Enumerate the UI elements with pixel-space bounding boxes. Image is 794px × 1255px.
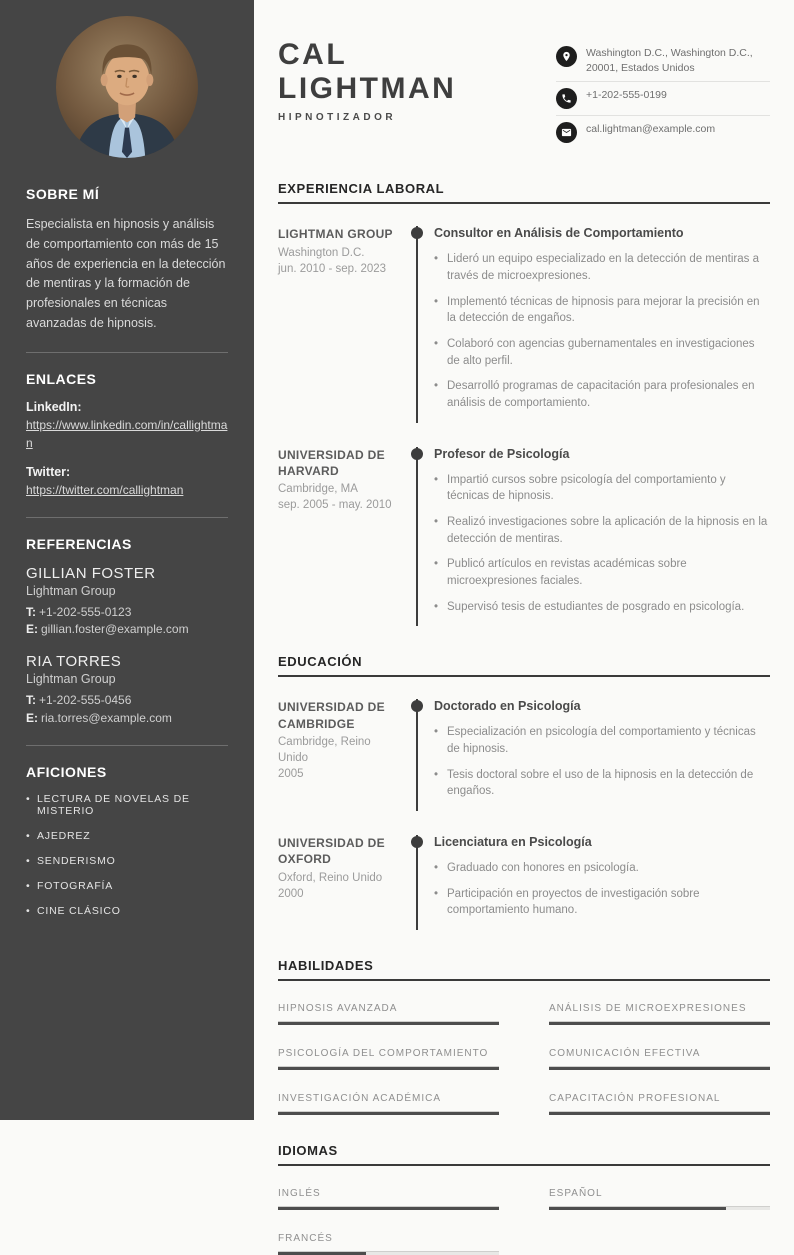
- skill-bar-fill: [278, 1207, 499, 1210]
- email-value: ria.torres@example.com: [41, 710, 172, 725]
- section-skills: [278, 958, 770, 1115]
- degree-title: Licenciatura en Psicología: [434, 835, 592, 850]
- bullet-item: • Supervisó tesis de estudiantes de posgrado en psicología.: [434, 599, 770, 616]
- entry-year: 2005: [278, 768, 304, 781]
- hobby-item: • SENDERISMO: [26, 855, 228, 867]
- sidebar: [0, 0, 254, 1120]
- skills-grid: [278, 1003, 770, 1115]
- education-list: [278, 699, 770, 930]
- skill-label: CAPACITACIÓN PROFESIONAL: [549, 1093, 721, 1105]
- school-name: UNIVERSIDAD DE CAMBRIDGE: [278, 700, 385, 731]
- skill-bar-fill: [278, 1067, 499, 1070]
- education-entry: [278, 699, 770, 811]
- skill-bar-fill: [549, 1207, 726, 1210]
- skill-bar-fill: [278, 1112, 499, 1115]
- skill-item: [278, 1093, 499, 1115]
- timeline-dot: [411, 836, 423, 848]
- skill-bar-track: [549, 1021, 770, 1025]
- skill-bar-track: [278, 1251, 499, 1255]
- skills-heading: HABILIDADES: [278, 958, 770, 981]
- link-item-twitter: [26, 465, 228, 499]
- twitter-link[interactable]: https://twitter.com/callightman: [26, 482, 184, 497]
- sidebar-divider: [26, 352, 228, 353]
- contact-email: [556, 116, 770, 149]
- phone-icon: [556, 88, 577, 109]
- page-title: [278, 38, 456, 105]
- phone-value: +1-202-555-0123: [39, 604, 132, 619]
- skill-label: FRANCÉS: [278, 1233, 333, 1245]
- reference-item: [26, 565, 228, 639]
- skill-label: PSICOLOGÍA DEL COMPORTAMIENTO: [278, 1048, 489, 1060]
- phone-label: T:: [26, 604, 36, 619]
- bullet-list: [434, 251, 770, 411]
- entry-body: [416, 835, 770, 930]
- contact-text: Washington D.C., Washington D.C., 20001, Estados Unidos: [586, 47, 753, 74]
- reference-email: [26, 621, 228, 638]
- bullet-item: • Lideró un equipo especializado en la detección de mentiras a través de microexpresiones.: [434, 251, 770, 284]
- skill-label: HIPNOSIS AVANZADA: [278, 1003, 398, 1015]
- skill-bar-track: [278, 1111, 499, 1115]
- bullet-item: • Colaboró con agencias gubernamentales en investigaciones de alto perfil.: [434, 336, 770, 369]
- bullet-item: • Tesis doctoral sobre el uso de la hipnosis en la detección de engaños.: [434, 767, 770, 800]
- hobby-list: [26, 793, 228, 917]
- entry-body: [416, 226, 770, 422]
- email-label: E:: [26, 710, 38, 725]
- experience-heading: EXPERIENCIA LABORAL: [278, 181, 770, 204]
- bullet-item: • Realizó investigaciones sobre la aplicación de la hipnosis en la detección de mentiras.: [434, 514, 770, 547]
- company-location: Washington D.C.: [278, 246, 365, 259]
- skill-bar-track: [278, 1206, 499, 1210]
- languages-heading: IDIOMAS: [278, 1143, 770, 1166]
- first-name: CAL: [278, 38, 348, 71]
- skill-label: ESPAÑOL: [549, 1188, 603, 1200]
- bullet-item: • Especialización en psicología del comportamiento y técnicas de hipnosis.: [434, 724, 770, 757]
- phone-value: +1-202-555-0456: [39, 693, 132, 708]
- skill-bar-track: [549, 1066, 770, 1070]
- sidebar-divider: [26, 745, 228, 746]
- skill-bar-track: [549, 1111, 770, 1115]
- reference-name: GILLIAN FOSTER: [26, 564, 156, 582]
- phone-label: T:: [26, 693, 36, 708]
- school-location: Oxford, Reino Unido: [278, 871, 383, 884]
- skill-item: [278, 1233, 499, 1255]
- skill-label: INVESTIGACIÓN ACADÉMICA: [278, 1093, 442, 1105]
- entry-year: 2000: [278, 887, 304, 900]
- skill-item: [278, 1048, 499, 1070]
- sidebar-divider: [26, 517, 228, 518]
- link-label: LinkedIn:: [26, 399, 82, 414]
- company-name: LIGHTMAN GROUP: [278, 227, 393, 242]
- skill-label: INGLÉS: [278, 1188, 321, 1200]
- reference-name: RIA TORRES: [26, 653, 122, 671]
- bullet-list: [434, 860, 770, 919]
- sidebar-section-links: [26, 371, 228, 499]
- profile-photo: [56, 16, 198, 158]
- contact-text: +1-202-555-0199: [586, 89, 667, 102]
- bullet-item: • Graduado con honores en psicología.: [434, 860, 770, 877]
- education-heading: EDUCACIÓN: [278, 654, 770, 677]
- skill-item: [549, 1048, 770, 1070]
- contact-phone: [556, 82, 770, 116]
- entry-body: [416, 447, 770, 627]
- hobbies-heading: AFICIONES: [26, 764, 107, 781]
- skill-bar-fill: [278, 1022, 499, 1025]
- resume-header: [278, 38, 770, 149]
- job-title: HIPNOTIZADOR: [278, 112, 397, 124]
- contact-block: [556, 40, 770, 149]
- entry-dates: sep. 2005 - may. 2010: [278, 499, 392, 512]
- school-location: Cambridge, Reino Unido: [278, 735, 371, 764]
- location-icon: [556, 46, 577, 67]
- reference-phone: [26, 692, 228, 709]
- skill-label: ANÁLISIS DE MICROEXPRESIONES: [549, 1003, 747, 1015]
- school-name: UNIVERSIDAD DE OXFORD: [278, 836, 385, 867]
- entry-meta: [278, 226, 416, 422]
- reference-company: Lightman Group: [26, 583, 116, 598]
- experience-list: [278, 226, 770, 626]
- entry-dates: jun. 2010 - sep. 2023: [278, 262, 387, 275]
- sidebar-section-references: [26, 536, 228, 728]
- hobby-item: • FOTOGRAFÍA: [26, 880, 228, 892]
- hobby-item: • CINE CLÁSICO: [26, 905, 228, 917]
- role-title: Consultor en Análisis de Comportamiento: [434, 226, 684, 241]
- about-heading: SOBRE MÍ: [26, 186, 100, 202]
- timeline-dot: [411, 227, 423, 239]
- skill-bar-fill: [549, 1022, 770, 1025]
- bullet-list: [434, 472, 770, 616]
- section-experience: [278, 181, 770, 626]
- bullet-list: [434, 724, 770, 800]
- section-languages: [278, 1143, 770, 1255]
- email-label: E:: [26, 621, 38, 636]
- main-content: [254, 0, 794, 1245]
- skill-bar-track: [549, 1206, 770, 1210]
- skill-item: [549, 1003, 770, 1025]
- skill-bar-fill: [549, 1112, 770, 1115]
- hobby-item: • AJEDREZ: [26, 830, 228, 842]
- name-block: [278, 38, 456, 149]
- portrait-illustration: [56, 16, 198, 158]
- entry-meta: [278, 447, 416, 627]
- timeline-dot: [411, 700, 423, 712]
- sidebar-section-about: [26, 186, 228, 334]
- contact-text: cal.lightman@example.com: [586, 123, 716, 136]
- skill-bar-track: [278, 1066, 499, 1070]
- reference-item: [26, 653, 228, 727]
- degree-title: Doctorado en Psicología: [434, 699, 581, 714]
- company-location: Cambridge, MA: [278, 483, 358, 496]
- experience-entry: [278, 447, 770, 627]
- bullet-item: • Desarrolló programas de capacitación para profesionales en análisis de comportamiento.: [434, 378, 770, 411]
- email-value: gillian.foster@example.com: [41, 621, 189, 636]
- entry-body: [416, 699, 770, 811]
- sidebar-section-hobbies: [26, 764, 228, 917]
- bullet-item: • Impartió cursos sobre psicología del comportamiento y técnicas de hipnosis.: [434, 472, 770, 505]
- skill-item: [549, 1093, 770, 1115]
- skill-bar-track: [278, 1021, 499, 1025]
- contact-location: [556, 40, 770, 82]
- bullet-item: • Participación en proyectos de investigación sobre comportamiento humano.: [434, 886, 770, 919]
- role-title: Profesor de Psicología: [434, 446, 570, 461]
- bullet-item: • Implementó técnicas de hipnosis para mejorar la precisión en la detección de engaños.: [434, 294, 770, 327]
- reference-email: [26, 710, 228, 727]
- bullet-item: • Publicó artículos en revistas académicas sobre microexpresiones faciales.: [434, 556, 770, 589]
- about-text: Especialista en hipnosis y análisis de comportamiento con más de 15 años de experiencia en la detección de mentiras y la formación de profesionales en técnicas avanzadas de hipnosis.: [26, 217, 226, 330]
- link-item-linkedin: [26, 400, 228, 452]
- skill-item: [278, 1188, 499, 1210]
- references-heading: REFERENCIAS: [26, 535, 132, 552]
- company-name: UNIVERSIDAD DE HARVARD: [278, 447, 385, 478]
- links-heading: ENLACES: [26, 370, 97, 387]
- languages-grid: [278, 1188, 770, 1255]
- section-education: [278, 654, 770, 930]
- linkedin-link[interactable]: https://www.linkedin.com/in/callightman: [26, 417, 228, 450]
- last-name: LIGHTMAN: [278, 71, 457, 105]
- hobby-item: • LECTURA DE NOVELAS DE MISTERIO: [26, 793, 228, 817]
- experience-entry: [278, 226, 770, 422]
- timeline-dot: [411, 448, 423, 460]
- skill-bar-fill: [549, 1067, 770, 1070]
- email-icon: [556, 122, 577, 143]
- reference-company: Lightman Group: [26, 672, 116, 687]
- education-entry: [278, 835, 770, 930]
- entry-meta: [278, 699, 416, 811]
- reference-phone: [26, 604, 228, 621]
- skill-item: [278, 1003, 499, 1025]
- skill-label: COMUNICACIÓN EFECTIVA: [549, 1048, 701, 1060]
- skill-item: [549, 1188, 770, 1210]
- reference-list: [26, 565, 228, 728]
- entry-meta: [278, 835, 416, 930]
- link-label: Twitter:: [26, 464, 71, 479]
